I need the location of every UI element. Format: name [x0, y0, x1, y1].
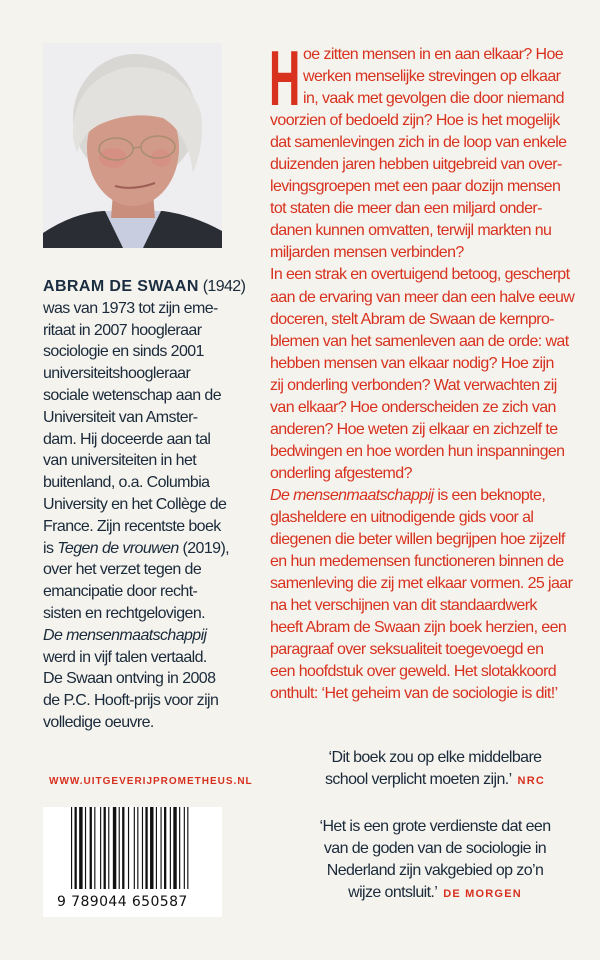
barcode-bar: [94, 807, 95, 889]
bio-line: buitenland, o.a. Columbia: [43, 474, 210, 492]
blurb-line: tot staten die meer dan een miljard onder-: [270, 200, 542, 218]
bio-line: France. Zijn recentste boek: [43, 517, 221, 535]
bio-line: werd in vijf talen vertaald.: [43, 648, 207, 666]
blurb-line: voorzien of bedoeld zijn? Hoe is het mogelijk: [270, 112, 560, 130]
bio-line-book-title: [43, 625, 255, 647]
recent-book-title: Tegen de vrouwen: [57, 539, 179, 557]
barcode-bar: [187, 807, 188, 889]
blurb-line-title: [270, 485, 592, 507]
blurb-text: is een beknopte,: [433, 486, 546, 504]
blurb-line: onderling afgestemd?: [270, 464, 412, 482]
barcode-bar: [156, 807, 157, 889]
quote-line: Nederland zijn vakgebied op zo’n: [326, 862, 544, 879]
barcode-bar: [137, 807, 138, 889]
quote-source: DE MORGEN: [443, 888, 522, 900]
barcode-bar: [170, 807, 171, 889]
blurb-line: glasheldere en uitnodigende gids voor al: [270, 508, 534, 526]
blurb-line: anderen? Hoe weten zij elkaar en zichzelf te: [270, 420, 558, 438]
drop-cap-letter: [269, 34, 300, 122]
review-quote-nrc: [290, 747, 580, 792]
blurb-line: oe zitten mensen in en aan elkaar? Hoe: [303, 46, 564, 63]
barcode-bar: [150, 807, 153, 889]
bio-text: is: [43, 539, 58, 557]
blurb-line: heeft Abram de Swaan zijn boek herzien, een: [270, 619, 567, 637]
author-photo: [43, 43, 222, 248]
barcode-bar: [145, 807, 147, 889]
review-quote-de-morgen: [290, 816, 580, 905]
bio-line: was van 1973 tot zijn eme-: [43, 299, 218, 317]
blurb-line: blemen van het samenleven aan de orde: wat: [270, 332, 569, 350]
barcode-bar: [128, 807, 129, 889]
blurb-line: doceren, stelt Abram de Swaan de kernpro-: [270, 310, 555, 328]
blurb-line: aan de ervaring van meer dan een halve eeuw: [270, 288, 575, 306]
quote-line-last: [290, 882, 580, 905]
barcode-bar: [71, 807, 72, 889]
publisher-url[interactable]: WWW.UITGEVERIJPROMETHEUS.NL: [49, 776, 253, 787]
isbn-barcode: [43, 807, 222, 917]
blurb-line: van elkaar? Hoe onderscheiden ze zich van: [270, 398, 556, 416]
blurb-line: bedwingen en hoe worden hun inspanningen: [270, 442, 565, 460]
blurb-line: paragraaf over seksualiteit toegevoegd en: [270, 641, 544, 659]
blurb-line: danen kunnen omvatten, terwijl markten nu: [270, 222, 552, 240]
bio-line: van universiteiten in het: [43, 452, 197, 470]
blurb-line: levingsgroepen met een paar dozijn mensen: [270, 178, 561, 196]
quote-line: ‘Dit boek zou op elke middelbare: [328, 749, 542, 766]
blurb-line: duizenden jaren hebben uitgebreid van over-: [270, 156, 562, 174]
bio-line: over het verzet tegen de: [43, 561, 202, 579]
author-name: ABRAM DE SWAAN: [43, 278, 199, 295]
quote-line-last: [290, 769, 580, 792]
barcode-bar: [100, 807, 101, 889]
blurb-line: dat samenlevingen zich in de loop van enkele: [270, 134, 567, 152]
bio-line: universiteitshoogleraar: [43, 365, 191, 383]
quote-source: NRC: [517, 775, 545, 787]
barcode-bar: [142, 807, 143, 889]
quote-line: ‘Het is een grote verdienste dat een: [319, 818, 551, 835]
barcode-bar: [108, 807, 109, 889]
bio-line: emancipatie door recht-: [43, 583, 198, 601]
quote-text: school verplicht moeten zijn.’: [325, 771, 512, 788]
bio-line: De Swaan ontving in 2008: [43, 670, 216, 688]
blurb-line: in, vaak met gevolgen die door niemand: [303, 90, 564, 108]
bio-line: Universiteit van Amster-: [43, 408, 198, 426]
blurb-line: werken menselijke strevingen op elkaar: [303, 68, 561, 86]
author-bio: [43, 276, 255, 734]
bio-line: ritaat in 2007 hoogleraar: [43, 321, 202, 339]
drop-cap-text: H: [269, 34, 300, 122]
barcode-bar: [164, 807, 166, 889]
bio-line: dam. Hij doceerde aan tal: [43, 430, 211, 448]
bio-line: de P.C. Hooft-prijs voor zijn: [43, 692, 219, 710]
blurb-line: diegenen die beter willen begrijpen hoe zijzelf: [270, 531, 565, 549]
barcode-bar: [134, 807, 135, 889]
bio-line: sociale wetenschap aan de: [43, 386, 222, 404]
back-cover-blurb: [269, 34, 592, 705]
barcode-bar: [119, 807, 120, 889]
blurb-line: en hun medemensen functioneren binnen de: [270, 553, 564, 571]
blurb-line: na het verschijnen van dit standaardwerk: [270, 597, 537, 615]
author-portrait-icon: [43, 43, 222, 248]
bio-line: sisten en rechtgelovigen.: [43, 604, 206, 622]
barcode-bar: [113, 807, 116, 889]
author-birth-year: (1942): [202, 278, 246, 295]
blurb-line: een hoofdstuk over geweld. Het slotakkoord: [270, 663, 557, 681]
barcode-bar: [75, 807, 77, 889]
blurb-line: hebben mensen van elkaar nodig? Hoe zijn: [270, 354, 554, 372]
bio-heading-line: [43, 276, 255, 298]
blurb-line: onthult: ‘Het geheim van de sociologie is dit!’: [270, 685, 558, 703]
blurb-line: In een strak en overtuigend betoog, gescherpt: [270, 266, 570, 284]
barcode-bar: [184, 807, 185, 889]
bio-line: volledige oeuvre.: [43, 713, 154, 731]
bio-line-recent-book: [43, 538, 255, 560]
barcode-bar: [161, 807, 162, 889]
blurb-book-title: De mensenmaatschappij: [270, 486, 434, 504]
barcode-bar: [179, 807, 180, 889]
barcode-bar: [85, 807, 86, 889]
barcode-bar: [104, 807, 106, 889]
blurb-line: miljarden mensen verbinden?: [270, 244, 464, 262]
barcode-bar: [90, 807, 92, 889]
blurb-line: zij onderling verbonden? Wat verwachten zij: [270, 376, 557, 394]
quote-line: van de goden van de sociologie in: [323, 840, 547, 857]
bio-line: University en het Collège de: [43, 495, 227, 513]
isbn-digits: 9 789044 650587: [57, 894, 188, 910]
blurb-line: samenleving die zij met elkaar vormen. 25 jaar: [270, 575, 573, 593]
barcode-bar: [122, 807, 124, 889]
book-title: De mensenmaatschappij: [43, 626, 207, 644]
quote-text: wijze ontsluit.’: [348, 884, 438, 901]
recent-book-year: (2019),: [178, 539, 230, 557]
barcode-bar: [173, 807, 176, 889]
barcode-bar: [79, 807, 82, 889]
bio-line: sociologie en sinds 2001: [43, 343, 204, 361]
